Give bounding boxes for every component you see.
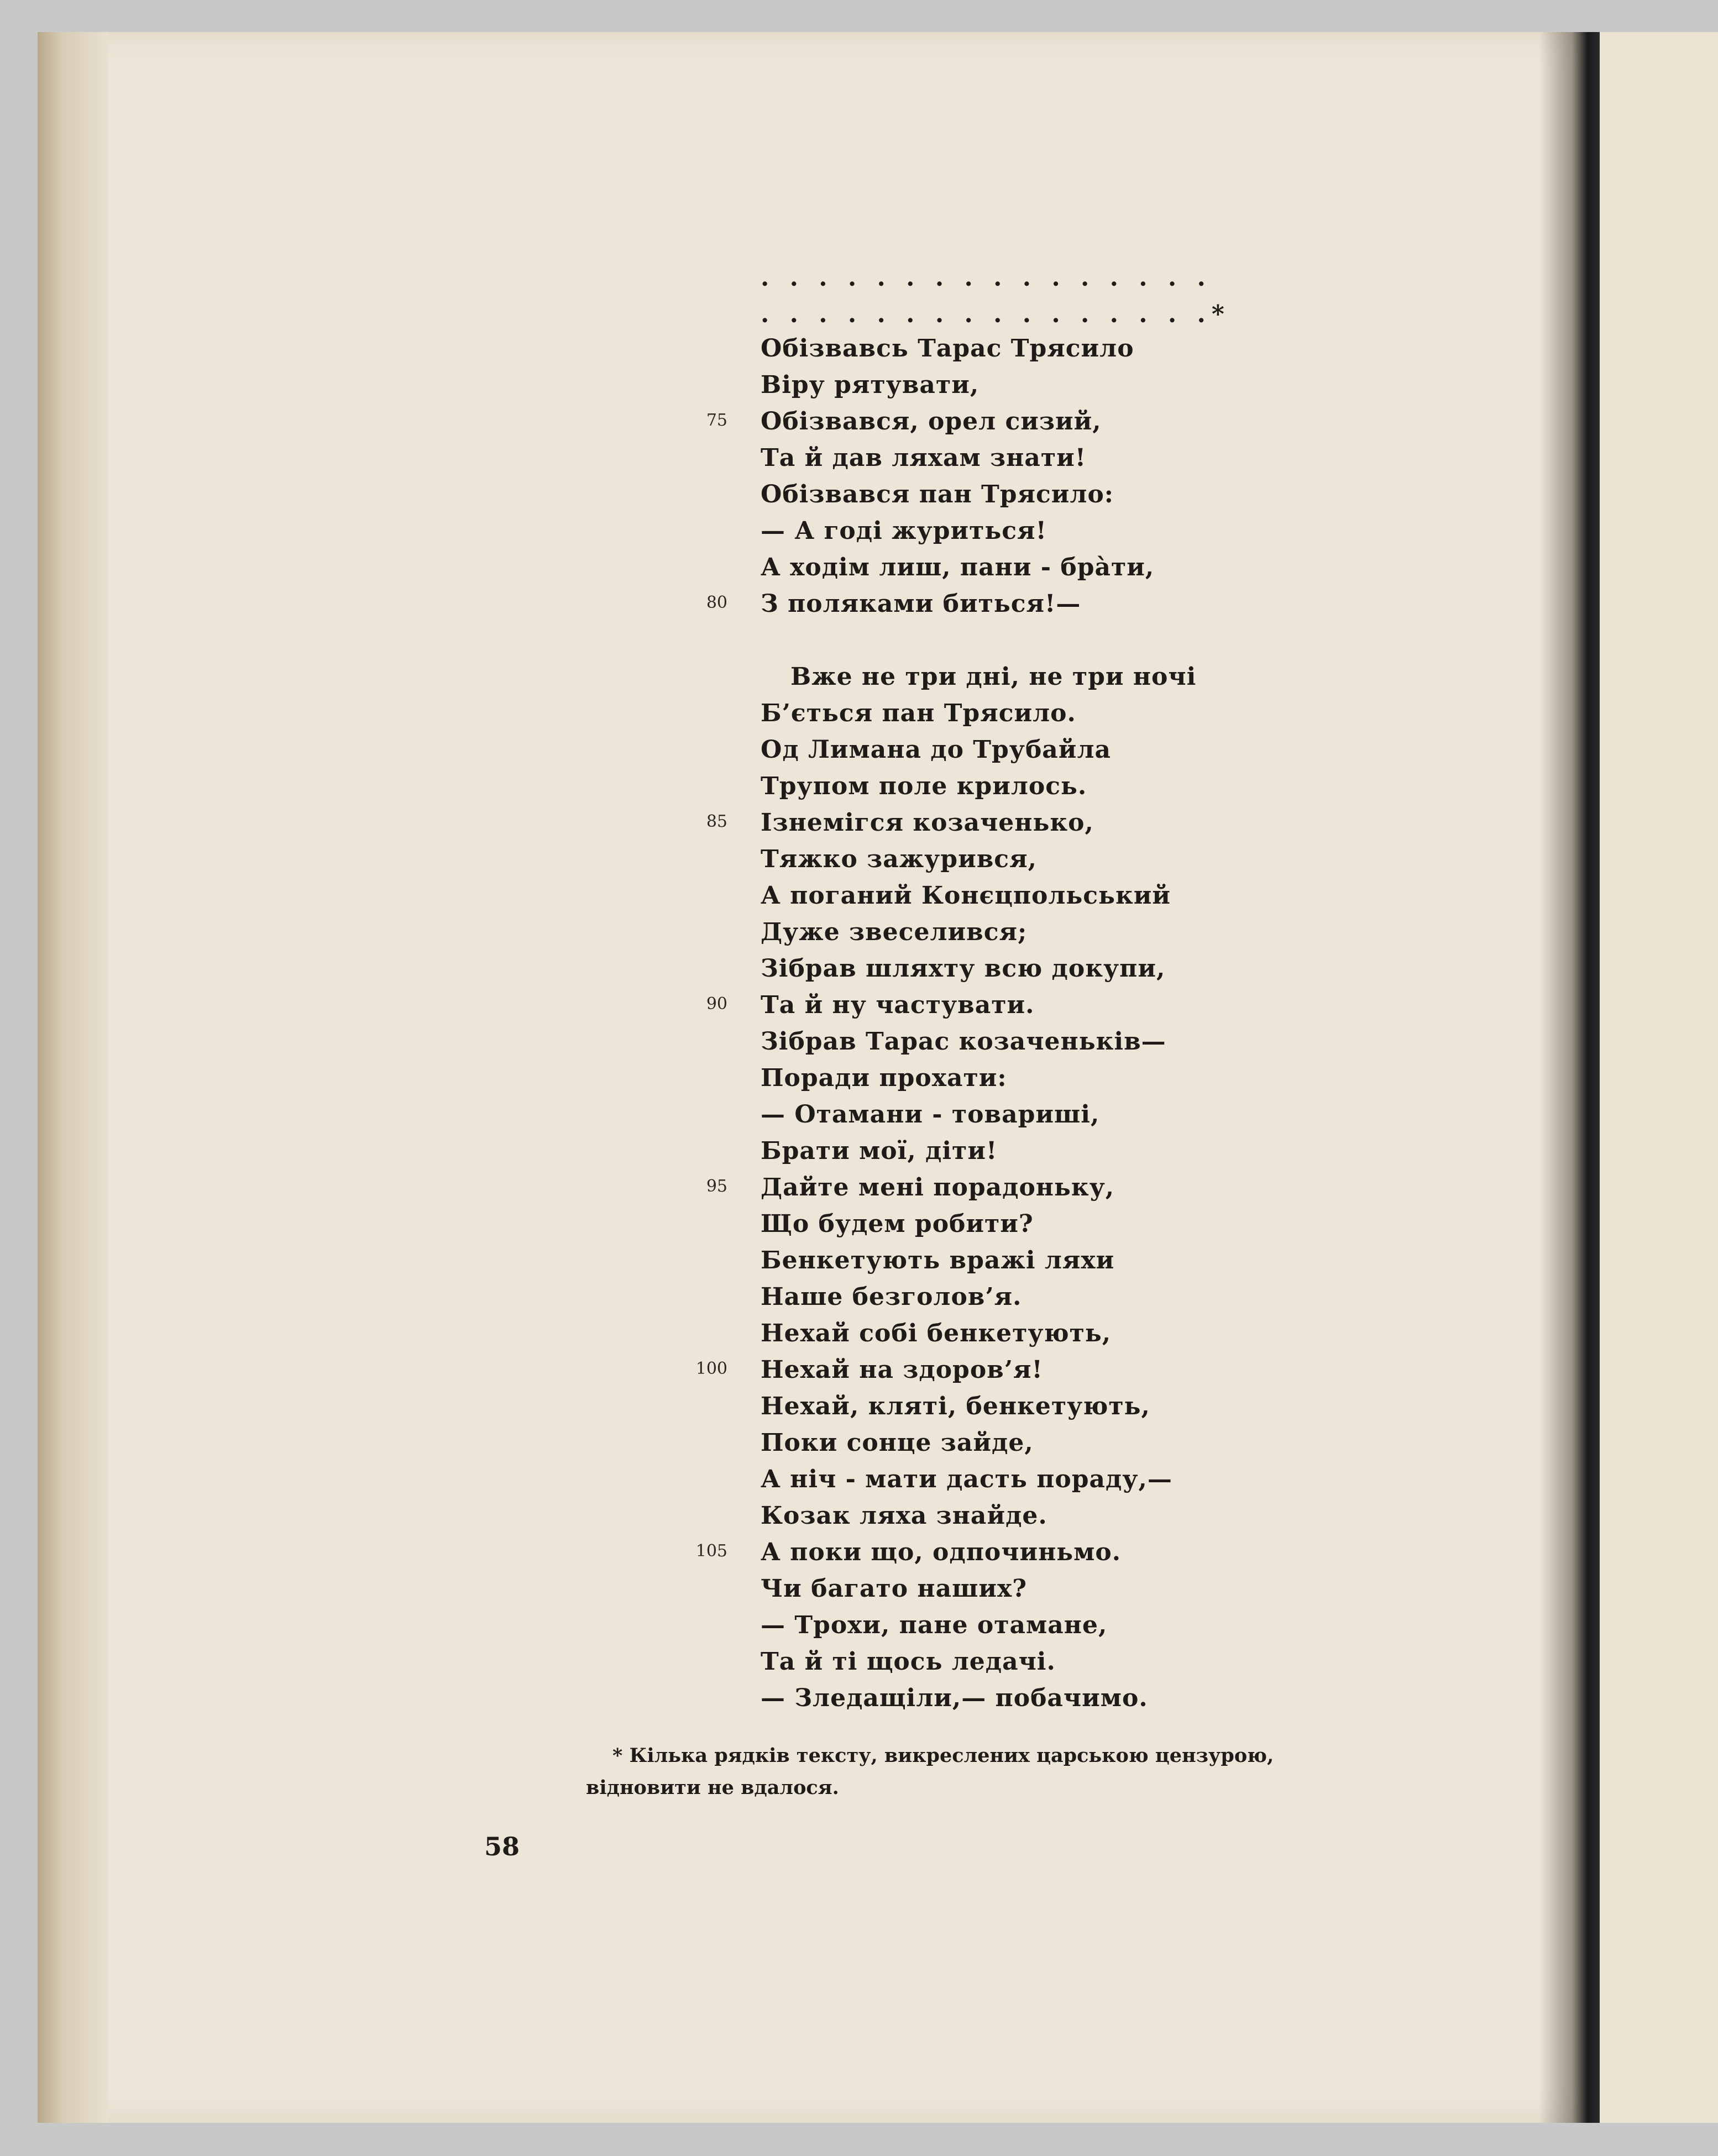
poem-line: Зібрав Тарас козаченьків— <box>761 1027 1166 1056</box>
footnote-line: відновити не вдалося. <box>586 1776 839 1799</box>
line-number: 80 <box>706 593 727 612</box>
poem-line: Обізвався пан Трясило: <box>761 480 1114 508</box>
line-number: 95 <box>706 1177 727 1196</box>
poem-line: А ходім лиш, пани - брàти, <box>761 553 1155 581</box>
poem-line: Обізвався, орел сизий, <box>761 407 1102 436</box>
poem-line: З поляками биться!— <box>761 590 1081 618</box>
line-number: 75 <box>706 411 727 430</box>
poem-line: Наше безголов’я. <box>761 1283 1022 1311</box>
poem-line: Чи багато наших? <box>761 1575 1028 1603</box>
poem-line: А поганий Конєцпольський <box>761 882 1171 910</box>
page-number: 58 <box>484 1832 520 1861</box>
censored-dots-row: . . . . . . . . . . . . . . . .* <box>761 300 1230 328</box>
poem-line: А ніч - мати дасть пораду,— <box>761 1465 1172 1493</box>
poem-line: Дайте мені порадоньку, <box>761 1173 1115 1202</box>
line-number: 105 <box>695 1541 727 1561</box>
poem-line: Нехай на здоров’я! <box>761 1356 1043 1384</box>
poem-line: Ізнемігся козаченько, <box>761 809 1094 837</box>
poem-line: Та й ну частувати. <box>761 991 1035 1019</box>
poem-line: Нехай собі бенкетують, <box>761 1319 1112 1347</box>
poem-line: Обізвавсь Тарас Трясило <box>761 334 1134 363</box>
poem-line: Зібрав шляхту всю докупи, <box>761 954 1166 983</box>
line-number: 90 <box>706 994 727 1014</box>
poem-line: — Отамани - товариші, <box>761 1100 1100 1129</box>
poem-line: Та й дав ляхам знати! <box>761 444 1087 472</box>
poem-line: Брати мої, діти! <box>761 1137 998 1165</box>
poem-line: Од Лимана до Трубайла <box>761 736 1111 764</box>
poem-line: — Зледащіли,— побачимо. <box>761 1684 1148 1712</box>
poem-line: Бенкетують вражі ляхи <box>761 1246 1115 1274</box>
poem-line: Віру рятувати, <box>761 371 980 399</box>
book-gutter <box>1539 32 1600 2123</box>
poem-line: — Трохи, пане отамане, <box>761 1611 1108 1639</box>
poem-line: Що будем робити? <box>761 1210 1034 1238</box>
poem-line: Трупом поле крилось. <box>761 772 1087 800</box>
poem-line: Козак ляха знайде. <box>761 1502 1047 1530</box>
poem-line: — А годі журиться! <box>761 517 1047 545</box>
line-number: 85 <box>706 812 727 831</box>
censored-dots-row: . . . . . . . . . . . . . . . . <box>761 264 1212 292</box>
poem-line: Нехай, кляті, бенкетують, <box>761 1392 1150 1420</box>
poem-line: Дуже звеселився; <box>761 918 1028 946</box>
page-edge-left <box>38 32 108 2123</box>
poem-line: Вже не три дні, не три ночі <box>790 663 1197 691</box>
footnote-line: * Кілька рядків тексту, викреслених царською цензурою, <box>612 1744 1274 1767</box>
poem-line: Поки сонце зайде, <box>761 1429 1034 1457</box>
poem-line: Поради прохати: <box>761 1064 1007 1092</box>
poem-line: Та й ті щось ледачі. <box>761 1648 1056 1676</box>
line-number: 100 <box>695 1359 727 1378</box>
poem-line: Б’ється пан Трясило. <box>761 699 1076 727</box>
poem-line: Тяжко зажурився, <box>761 845 1037 873</box>
facing-page-edge <box>1600 32 1718 2123</box>
poem-line: А поки що, одпочиньмо. <box>761 1538 1122 1566</box>
